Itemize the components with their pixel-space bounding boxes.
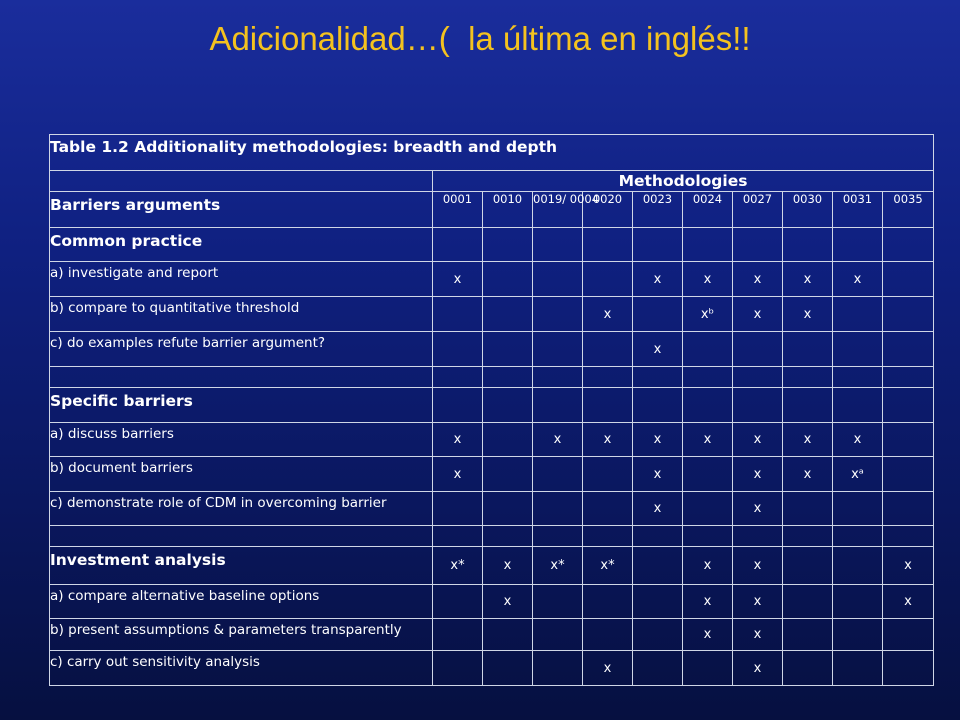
mark-cell — [533, 457, 583, 492]
mark-cell: x — [633, 492, 683, 526]
mark-cell — [683, 228, 733, 262]
mark-cell — [633, 388, 683, 423]
spacer-cell — [683, 367, 733, 388]
mark-cell — [833, 332, 883, 367]
mark-cell — [583, 457, 633, 492]
mark-cell — [733, 388, 783, 423]
additionality-methodologies-table — [49, 134, 934, 686]
mark-cell: x — [683, 547, 733, 585]
mark-cell — [483, 262, 533, 297]
mark-cell: x — [483, 547, 533, 585]
mark-cell — [533, 388, 583, 423]
mark-cell: x — [833, 262, 883, 297]
mark-cell — [883, 423, 934, 457]
mark-cell — [633, 585, 683, 619]
mark-cell: x — [433, 262, 483, 297]
mark-cell — [583, 619, 633, 651]
spacer-cell — [433, 526, 483, 547]
mark-cell: x — [733, 547, 783, 585]
mark-cell: x* — [533, 547, 583, 585]
mark-cell — [733, 228, 783, 262]
methodology-code: 0023 — [633, 192, 683, 228]
mark-cell: x — [633, 262, 683, 297]
mark-cell — [583, 492, 633, 526]
methodologies-header: Methodologies — [433, 171, 934, 192]
mark-cell — [483, 388, 533, 423]
spacer-cell — [50, 526, 433, 547]
mark-cell: x — [633, 457, 683, 492]
table-row — [50, 651, 934, 686]
mark-cell: x — [883, 547, 934, 585]
mark-cell — [483, 297, 533, 332]
spacer-cell — [583, 367, 633, 388]
mark-cell: x — [633, 332, 683, 367]
mark-cell — [833, 228, 883, 262]
row-label: Barriers arguments — [50, 192, 433, 228]
mark-cell — [533, 585, 583, 619]
mark-cell: x — [683, 585, 733, 619]
mark-cell: x — [733, 619, 783, 651]
mark-cell — [883, 332, 934, 367]
mark-cell — [833, 619, 883, 651]
mark-cell — [583, 388, 633, 423]
spacer-row — [50, 367, 934, 388]
mark-cell: xᵇ — [683, 297, 733, 332]
mark-cell: x — [583, 651, 633, 686]
mark-cell — [433, 297, 483, 332]
row-label: b) compare to quantitative threshold — [50, 297, 433, 332]
mark-cell — [583, 332, 633, 367]
methodology-code: 0030 — [783, 192, 833, 228]
spacer-cell — [683, 526, 733, 547]
methodology-code: 0027 — [733, 192, 783, 228]
mark-cell: x — [733, 651, 783, 686]
mark-cell: x — [733, 585, 783, 619]
mark-cell — [533, 619, 583, 651]
blank-header-cell — [50, 171, 433, 192]
table-row — [50, 297, 934, 332]
table-row — [50, 228, 934, 262]
mark-cell — [533, 262, 583, 297]
mark-cell: x — [583, 297, 633, 332]
mark-cell — [433, 619, 483, 651]
mark-cell — [433, 228, 483, 262]
mark-cell — [483, 423, 533, 457]
mark-cell — [833, 585, 883, 619]
mark-cell — [883, 388, 934, 423]
mark-cell — [783, 651, 833, 686]
mark-cell — [833, 297, 883, 332]
mark-cell: x — [833, 423, 883, 457]
mark-cell — [533, 332, 583, 367]
mark-cell: x — [733, 423, 783, 457]
mark-cell: x — [733, 262, 783, 297]
methodologies-table-container — [49, 134, 933, 694]
mark-cell — [683, 457, 733, 492]
mark-cell — [833, 547, 883, 585]
mark-cell — [483, 651, 533, 686]
mark-cell — [783, 547, 833, 585]
table-row — [50, 332, 934, 367]
methodology-code: 0019/ 0004 — [533, 192, 583, 228]
mark-cell — [433, 492, 483, 526]
mark-cell — [583, 585, 633, 619]
mark-cell — [433, 651, 483, 686]
methodology-code: 0024 — [683, 192, 733, 228]
mark-cell — [783, 619, 833, 651]
row-label: b) document barriers — [50, 457, 433, 492]
mark-cell — [583, 262, 633, 297]
spacer-cell — [883, 367, 934, 388]
mark-cell — [533, 651, 583, 686]
mark-cell — [783, 492, 833, 526]
mark-cell — [433, 332, 483, 367]
mark-cell: x — [783, 262, 833, 297]
table-row — [50, 547, 934, 585]
mark-cell: x — [633, 423, 683, 457]
mark-cell: x — [483, 585, 533, 619]
methodologies-header-row — [50, 171, 934, 192]
mark-cell: x — [683, 423, 733, 457]
mark-cell — [783, 585, 833, 619]
table-row — [50, 492, 934, 526]
spacer-row — [50, 526, 934, 547]
mark-cell: x — [733, 297, 783, 332]
mark-cell: x — [733, 457, 783, 492]
spacer-cell — [583, 526, 633, 547]
mark-cell — [733, 332, 783, 367]
mark-cell: x — [683, 262, 733, 297]
mark-cell: x — [433, 423, 483, 457]
spacer-cell — [733, 367, 783, 388]
row-label: Specific barriers — [50, 388, 433, 423]
mark-cell — [683, 492, 733, 526]
mark-cell: x — [583, 423, 633, 457]
row-label: a) investigate and report — [50, 262, 433, 297]
mark-cell: x — [783, 297, 833, 332]
mark-cell — [833, 388, 883, 423]
mark-cell — [633, 619, 683, 651]
table-row — [50, 388, 934, 423]
spacer-cell — [783, 526, 833, 547]
mark-cell: x* — [433, 547, 483, 585]
mark-cell: x* — [583, 547, 633, 585]
mark-cell — [483, 332, 533, 367]
row-label: a) discuss barriers — [50, 423, 433, 457]
mark-cell — [633, 297, 683, 332]
table-row — [50, 192, 934, 228]
row-label: Common practice — [50, 228, 433, 262]
row-label: Investment analysis — [50, 547, 433, 585]
mark-cell — [633, 651, 683, 686]
methodology-code: 0010 — [483, 192, 533, 228]
spacer-cell — [783, 367, 833, 388]
mark-cell — [883, 651, 934, 686]
mark-cell — [583, 228, 633, 262]
mark-cell — [633, 228, 683, 262]
methodology-code: 0020 — [583, 192, 633, 228]
mark-cell — [433, 388, 483, 423]
spacer-cell — [533, 367, 583, 388]
mark-cell — [483, 619, 533, 651]
spacer-cell — [833, 367, 883, 388]
mark-cell: x — [683, 619, 733, 651]
row-label: c) demonstrate role of CDM in overcoming barrier — [50, 492, 433, 526]
mark-cell: x — [433, 457, 483, 492]
methodology-code: 0031 — [833, 192, 883, 228]
mark-cell — [783, 332, 833, 367]
table-row — [50, 457, 934, 492]
mark-cell — [483, 457, 533, 492]
row-label: c) do examples refute barrier argument? — [50, 332, 433, 367]
mark-cell — [533, 228, 583, 262]
mark-cell: x — [783, 457, 833, 492]
table-row — [50, 585, 934, 619]
slide-title: Adicionalidad…( la última en inglés!! — [209, 20, 751, 57]
row-label: c) carry out sensitivity analysis — [50, 651, 433, 686]
mark-cell — [483, 492, 533, 526]
mark-cell: x — [883, 585, 934, 619]
spacer-cell — [633, 367, 683, 388]
caption-row — [50, 135, 934, 171]
mark-cell — [883, 297, 934, 332]
spacer-cell — [833, 526, 883, 547]
mark-cell — [483, 228, 533, 262]
spacer-cell — [883, 526, 934, 547]
table-caption: Table 1.2 Additionality methodologies: breadth and depth — [50, 135, 934, 171]
mark-cell: x — [783, 423, 833, 457]
spacer-cell — [433, 367, 483, 388]
mark-cell: x — [733, 492, 783, 526]
mark-cell — [533, 297, 583, 332]
mark-cell — [683, 332, 733, 367]
spacer-cell — [633, 526, 683, 547]
mark-cell — [783, 388, 833, 423]
mark-cell — [883, 619, 934, 651]
row-label: b) present assumptions & parameters transparently — [50, 619, 433, 651]
table-row — [50, 619, 934, 651]
mark-cell — [683, 651, 733, 686]
mark-cell — [883, 492, 934, 526]
mark-cell — [533, 492, 583, 526]
spacer-cell — [483, 526, 533, 547]
mark-cell: x — [533, 423, 583, 457]
mark-cell — [683, 388, 733, 423]
spacer-cell — [533, 526, 583, 547]
row-label: a) compare alternative baseline options — [50, 585, 433, 619]
spacer-cell — [50, 367, 433, 388]
table-row — [50, 423, 934, 457]
mark-cell — [633, 547, 683, 585]
methodology-code: 0035 — [883, 192, 934, 228]
spacer-cell — [483, 367, 533, 388]
spacer-cell — [733, 526, 783, 547]
mark-cell — [833, 651, 883, 686]
methodology-code: 0001 — [433, 192, 483, 228]
mark-cell — [883, 228, 934, 262]
mark-cell — [883, 262, 934, 297]
mark-cell — [433, 585, 483, 619]
mark-cell — [883, 457, 934, 492]
mark-cell: xᵃ — [833, 457, 883, 492]
mark-cell — [833, 492, 883, 526]
mark-cell — [783, 228, 833, 262]
table-row — [50, 262, 934, 297]
